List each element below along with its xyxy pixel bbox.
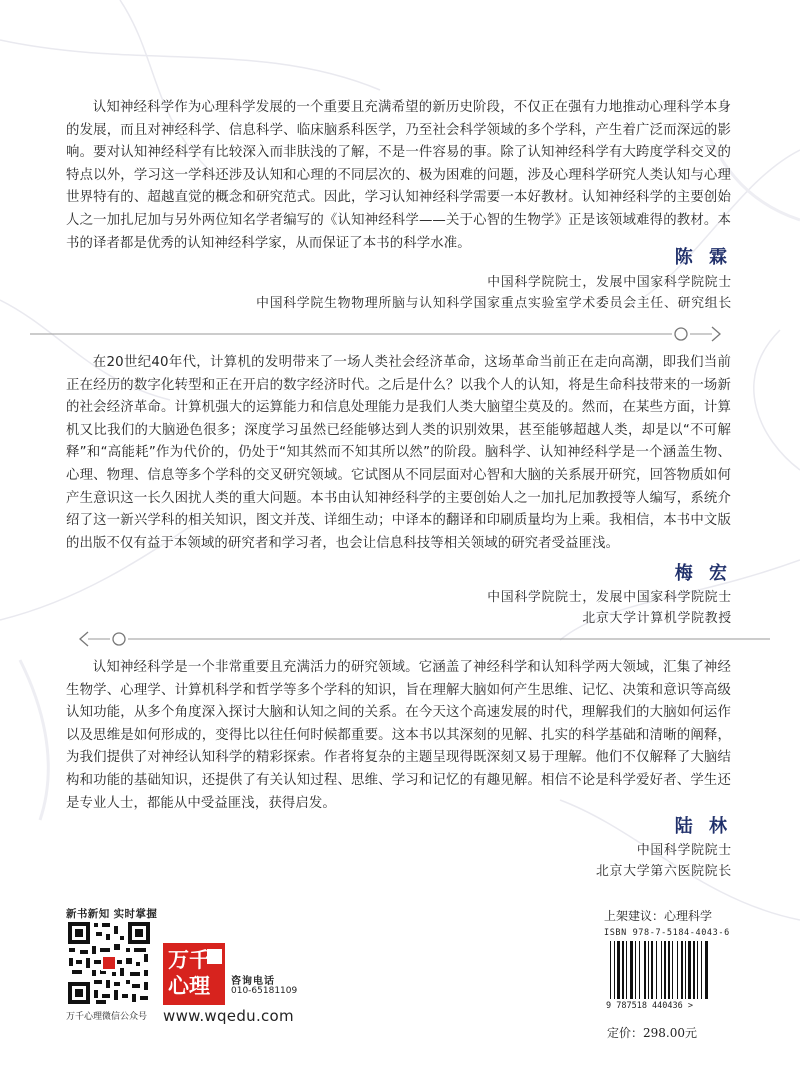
reviewer-title: 北京大学计算机学院教授: [582, 611, 732, 626]
barcode-bar: [664, 941, 666, 1001]
reviewer-title: 北京大学第六医院院长: [596, 864, 732, 879]
barcode-bar: [677, 941, 678, 1001]
barcode-bar: [668, 941, 670, 1001]
review-paragraph: 认知神经科学作为心理科学发展的一个重要且充满希望的新历史阶段，不仅正在强有力地推动心理科学本身的发展，而且对神经科学、信息科学、临床脑系科医学，乃至社会科学领域的多个学科，产生着广泛而深远的影响。要对认知神经科学有比较深入而非肤浅的了解，不是一件容易的事。除了认知神经科学有大跨度学科交叉的特点以外，学习这一学科还涉及认知和心理的不同层次的、极为困难的问题，涉及心理科学研究人类认知与心理世界特有的、超越直觉的概念和研究范式。因此，学习认知神经科学需要一本好教材。认知神经科学的主要创始人之一加扎尼加与另外两位知名学者编写的《认知神经科学——关于心智的生物学》正是该领域难得的教材。本书的译者都是优秀的认知神经科学家，从而保证了本书的科学水准。: [66, 100, 731, 251]
isbn-number: ISBN 978-7-5184-4043-6: [604, 928, 730, 938]
review-paragraph: 认知神经科学是一个非常重要且充满活力的研究领域。它涵盖了神经科学和认知科学两大领域，汇集了神经生物学、心理学、计算机科学和哲学等多个学科的知识，旨在理解大脑如何产生思维、记忆、决策和意识等高级认知功能，从多个角度深入探讨大脑和认知之间的关系。在今天这个高速发展的时代，理解我们的大脑如何运作以及思维是如何形成的，变得比以往任何时候都重要。这本书以其深刻的见解、扎实的科学基础和清晰的阐释，为我们提供了对神经认知科学的精彩探索。作者将复杂的主题呈现得既深刻又易于理解。他们不仅解释了大脑结构和功能的基础知识，还提供了有关认知过程、思维、学习和记忆的有趣见解。相信不论是科学爱好者、学生还是专业人士，都能从中受益匪浅，获得启发。: [66, 660, 731, 811]
reviewer-name: 梅 宏: [674, 563, 732, 584]
barcode-bar: [651, 941, 653, 1001]
reviewer-name: 陈 霖: [674, 247, 732, 268]
logo-text: [168, 947, 220, 999]
qr-caption: 万千心理微信公众号: [66, 1012, 148, 1022]
section-divider: [0, 627, 800, 651]
barcode-bar: [626, 941, 627, 1001]
logo-text-line: 心理: [168, 974, 210, 998]
review-paragraph: 在20世纪40年代，计算机的发明带来了一场人类社会经济革命，这场革命当前正在走向高潮，即我们当前正在经历的数字化转型和正在开启的数字经济时代。之后是什么？以我个人的认知，将是生命科技带来的一场新的社会经济革命。计算机强大的运算能力和信息处理能力是我们人类大脑望尘莫及的。然而，在某些方面，计算机又比我们的大脑逊色很多；深度学习虽然已经能够达到人类的识别效果，甚至能够超越人类，却是以“不可解释”和“高能耗”作为代价的，仍处于“知其然而不知其所以然”的阶段。脑科学、认知神经科学是一个涵盖生物、心理、物理、信息等多个学科的交叉研究领域。它试图从不同层面对心智和大脑的关系展开研究，回答物质如何产生意识这一长久困扰人类的重大问题。本书由认知神经科学的主要创始人之一加扎尼加教授等人编写，系统介绍了这一新兴学科的相关知识，图文并茂、详细生动；中译本的翻译和印刷质量均为上乘。我相信，本书中文版的出版不仅有益于本领域的研究者和学习者，也会让信息科技等相关领域的研究者受益匪浅。: [66, 355, 731, 551]
reviewer-title: 中国科学院院士: [636, 843, 732, 858]
barcode-bar: [635, 941, 636, 1001]
logo-text-line: 万千: [168, 948, 210, 972]
barcode-bar: [705, 941, 708, 1001]
barcode-bar: [610, 941, 611, 1001]
reviewer-name: 陆 林: [674, 816, 732, 837]
phone-label: 咨询电话: [231, 976, 275, 987]
barcode-bar: [617, 941, 620, 1001]
barcode-bar: [688, 941, 691, 1001]
price: 定价：298.00元: [607, 1026, 697, 1040]
barcode-bar: [685, 941, 686, 1001]
wechat-qr-code[interactable]: [66, 920, 152, 1006]
barcode-digits: 9 787518 440436 >: [606, 1001, 693, 1011]
barcode-bar: [644, 941, 646, 1001]
barcode-bar: [693, 941, 695, 1001]
barcode-bar: [701, 941, 702, 1001]
barcode-bar: [656, 941, 657, 1001]
barcode-bar: [630, 941, 633, 1001]
shelf-category: 上架建议：心理科学: [604, 909, 713, 923]
reviewer-title: 中国科学院院士，发展中国家科学院院士: [487, 590, 732, 605]
reviewer-title: 中国科学院院士，发展中国家科学院院士: [487, 275, 732, 290]
barcode-bar: [648, 941, 649, 1001]
barcode-bar: [661, 941, 662, 1001]
phone-number: 010-65181109: [231, 986, 298, 996]
barcode-bar: [639, 941, 640, 1001]
barcode-bar: [622, 941, 624, 1001]
barcode-bar: [672, 941, 673, 1001]
reviewer-title: 中国科学院生物物理所脑与认知科学国家重点实验室学术委员会主任、研究组长: [256, 296, 732, 311]
qr-caption: 新书新知 实时掌握: [66, 908, 158, 920]
website-link[interactable]: www.wqedu.com: [163, 1007, 294, 1025]
barcode-bar: [614, 941, 615, 1001]
section-divider: [0, 322, 800, 346]
barcode-bar: [697, 941, 698, 1001]
barcode-bar: [681, 941, 683, 1001]
isbn-barcode: [604, 941, 734, 1011]
